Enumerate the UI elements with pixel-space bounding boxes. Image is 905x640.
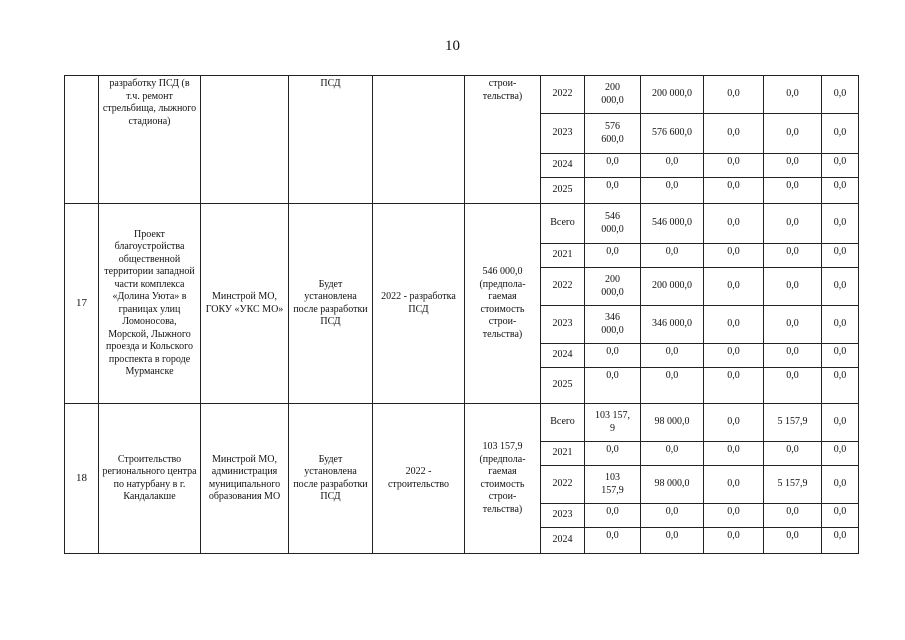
value-col4-text: 0,0: [833, 478, 847, 490]
year-cell-text: 2025: [552, 379, 573, 391]
estimate: [465, 76, 541, 204]
year-cell-text: 2024: [552, 159, 573, 171]
value-col1-text: 0,0: [665, 444, 679, 455]
value-col2: [704, 178, 764, 204]
value-col1-text: 200 000,0: [652, 88, 692, 100]
value-col4: [822, 204, 859, 244]
year-cell: [541, 244, 585, 268]
year-cell-text: 2022: [552, 88, 573, 100]
value-col3-text: 0,0: [786, 318, 799, 330]
total-value-text: 0,0: [606, 156, 619, 167]
value-col4: [822, 114, 859, 154]
value-col1-text: 98 000,0: [654, 416, 690, 428]
value-col3-text: 0,0: [786, 444, 799, 455]
row-number: [65, 204, 99, 404]
object-name-text: Строительство регионального центра по натурбану в г. Кандалакше: [102, 453, 197, 502]
value-col1: [641, 466, 704, 504]
value-col2: [704, 504, 764, 528]
value-col4: [822, 404, 859, 442]
total-value-text: 200 000,0: [601, 274, 624, 298]
value-col4-text: 0,0: [833, 530, 847, 541]
value-col1: [641, 114, 704, 154]
total-value: [585, 114, 641, 154]
value-col1-text: 546 000,0: [652, 217, 692, 229]
year-cell: [541, 344, 585, 368]
value-col3: [764, 268, 822, 306]
stage: [373, 204, 465, 404]
value-col2: [704, 114, 764, 154]
stage: [373, 76, 465, 204]
value-col2-text: 0,0: [727, 127, 740, 139]
total-value: [585, 528, 641, 554]
value-col1-text: 0,0: [665, 246, 679, 257]
value-col3: [764, 76, 822, 114]
object-name-text: Проект благоустройства общественной территории западной части комплекса «Долина Уюта» в границах улиц Ломоносова, Морской, Лыжного проезда и Кольского проспекта в городе Мурманске: [104, 228, 195, 377]
value-col4-text: 0,0: [833, 88, 847, 100]
value-col2: [704, 204, 764, 244]
value-col1: [641, 442, 704, 466]
estimate-text: строи- тельства): [482, 78, 523, 102]
value-col3-text: 0,0: [786, 506, 799, 517]
table-row: [65, 76, 859, 114]
table-body: [65, 76, 859, 554]
value-col2-text: 0,0: [727, 217, 740, 229]
value-col4: [822, 244, 859, 268]
value-col4: [822, 306, 859, 344]
cost-note: [289, 404, 373, 554]
value-col3: [764, 442, 822, 466]
value-col4-text: 0,0: [833, 506, 847, 517]
object-name-text: разработку ПСД (в т.ч. ремонт стрельбища, лыжного стадиона): [102, 78, 197, 127]
total-value: [585, 368, 641, 404]
value-col2: [704, 466, 764, 504]
value-col3-text: 0,0: [786, 127, 799, 139]
value-col3-text: 0,0: [786, 530, 799, 541]
value-col1-text: 0,0: [665, 180, 679, 191]
value-col1: [641, 244, 704, 268]
responsible-org-text: Минстрой МО, ГОКУ «УКС МО»: [205, 291, 284, 315]
value-col4: [822, 344, 859, 368]
value-col2: [704, 404, 764, 442]
value-col3: [764, 504, 822, 528]
value-col1-text: 0,0: [665, 156, 679, 167]
value-col4-text: 0,0: [833, 444, 847, 455]
value-col2-text: 0,0: [727, 530, 740, 541]
year-cell: [541, 76, 585, 114]
total-value-text: 0,0: [606, 506, 619, 517]
total-value-text: 546 000,0: [601, 211, 624, 235]
value-col3-text: 0,0: [786, 180, 799, 191]
value-col4: [822, 442, 859, 466]
year-cell-text: Всего: [550, 416, 575, 428]
value-col1-text: 346 000,0: [652, 318, 692, 330]
value-col2-text: 0,0: [727, 416, 740, 428]
value-col1: [641, 306, 704, 344]
value-col4: [822, 76, 859, 114]
value-col2-text: 0,0: [727, 478, 740, 490]
value-col2-text: 0,0: [727, 156, 740, 167]
total-value: [585, 268, 641, 306]
value-col4-text: 0,0: [833, 416, 847, 428]
value-col1-text: 576 600,0: [652, 127, 692, 139]
value-col2: [704, 368, 764, 404]
value-col4-text: 0,0: [833, 180, 847, 191]
year-cell-text: 2022: [552, 280, 573, 292]
total-value: [585, 178, 641, 204]
value-col2: [704, 344, 764, 368]
value-col1: [641, 528, 704, 554]
cost-note-text: ПСД: [320, 78, 341, 89]
value-col2: [704, 76, 764, 114]
value-col3: [764, 404, 822, 442]
row-number-text: 18: [76, 471, 87, 484]
table-row: [65, 204, 859, 244]
value-col1: [641, 368, 704, 404]
value-col1: [641, 504, 704, 528]
value-col4: [822, 268, 859, 306]
value-col1-text: 98 000,0: [654, 478, 690, 490]
total-value: [585, 504, 641, 528]
year-cell: [541, 442, 585, 466]
object-name: [99, 76, 201, 204]
stage-text: 2022 - разработка ПСД: [381, 291, 456, 315]
year-cell-text: Всего: [550, 217, 575, 229]
value-col1-text: 0,0: [665, 506, 679, 517]
value-col3: [764, 528, 822, 554]
value-col4-text: 0,0: [833, 246, 847, 257]
year-cell: [541, 268, 585, 306]
value-col3-text: 0,0: [786, 280, 799, 292]
year-cell-text: 2023: [552, 127, 573, 139]
estimate: [465, 204, 541, 404]
value-col3-text: 5 157,9: [777, 478, 808, 490]
value-col2-text: 0,0: [727, 180, 740, 191]
value-col2-text: 0,0: [727, 246, 740, 257]
value-col2: [704, 306, 764, 344]
row-number: [65, 404, 99, 554]
cost-note: [289, 204, 373, 404]
value-col3: [764, 306, 822, 344]
year-cell-text: 2021: [552, 447, 573, 459]
total-value-text: 0,0: [606, 444, 619, 455]
total-value-text: 0,0: [606, 246, 619, 257]
cost-note-text: Будет установлена после разработки ПСД: [293, 453, 368, 502]
cost-note-text: Будет установлена после разработки ПСД: [293, 278, 368, 327]
year-cell: [541, 528, 585, 554]
total-value: [585, 442, 641, 466]
total-value-text: 200 000,0: [601, 82, 624, 106]
total-value-text: 576 600,0: [601, 121, 624, 145]
value-col1: [641, 154, 704, 178]
total-value-text: 103 157, 9: [595, 410, 630, 434]
value-col4: [822, 504, 859, 528]
year-cell-text: 2022: [552, 478, 573, 490]
value-col3-text: 0,0: [786, 370, 799, 381]
value-col2-text: 0,0: [727, 444, 740, 455]
year-cell: [541, 114, 585, 154]
value-col4-text: 0,0: [833, 127, 847, 139]
value-col3: [764, 154, 822, 178]
value-col3: [764, 244, 822, 268]
value-col2-text: 0,0: [727, 506, 740, 517]
value-col1-text: 200 000,0: [652, 280, 692, 292]
value-col2: [704, 442, 764, 466]
value-col3: [764, 344, 822, 368]
cost-note: [289, 76, 373, 204]
value-col4: [822, 154, 859, 178]
value-col4-text: 0,0: [833, 156, 847, 167]
year-cell-text: 2023: [552, 318, 573, 330]
value-col1: [641, 344, 704, 368]
total-value: [585, 466, 641, 504]
object-name: [99, 204, 201, 404]
value-col1-text: 0,0: [665, 530, 679, 541]
value-col4-text: 0,0: [833, 346, 847, 357]
year-cell: [541, 368, 585, 404]
object-name: [99, 404, 201, 554]
total-value-text: 0,0: [606, 346, 619, 357]
total-value-text: 0,0: [606, 530, 619, 541]
value-col2: [704, 154, 764, 178]
value-col4: [822, 466, 859, 504]
investment-table: [64, 75, 859, 554]
value-col4: [822, 528, 859, 554]
total-value: [585, 204, 641, 244]
value-col3-text: 0,0: [786, 88, 799, 100]
value-col3: [764, 204, 822, 244]
value-col4-text: 0,0: [833, 280, 847, 292]
value-col1: [641, 178, 704, 204]
year-cell: [541, 204, 585, 244]
value-col2-text: 0,0: [727, 318, 740, 330]
estimate-text: 546 000,0 (предпола- гаемая стоимость строи- тельства): [479, 266, 526, 340]
value-col3-text: 0,0: [786, 346, 799, 357]
value-col1: [641, 204, 704, 244]
row-number: [65, 76, 99, 204]
stage-text: 2022 - строительство: [387, 466, 450, 490]
responsible-org-text: Минстрой МО, администрация муниципального образования МО: [208, 453, 281, 502]
total-value-text: 103 157,9: [601, 472, 624, 496]
value-col4-text: 0,0: [833, 318, 847, 330]
page-number: 10: [445, 38, 460, 54]
value-col3: [764, 114, 822, 154]
value-col4: [822, 368, 859, 404]
value-col4: [822, 178, 859, 204]
value-col3-text: 0,0: [786, 246, 799, 257]
responsible-org: [201, 204, 289, 404]
value-col2-text: 0,0: [727, 346, 740, 357]
value-col3-text: 0,0: [786, 217, 799, 229]
value-col1: [641, 268, 704, 306]
value-col4-text: 0,0: [833, 217, 847, 229]
year-cell-text: 2025: [552, 184, 573, 196]
value-col3: [764, 368, 822, 404]
value-col2-text: 0,0: [727, 88, 740, 100]
year-cell-text: 2024: [552, 534, 573, 546]
year-cell-text: 2024: [552, 349, 573, 361]
year-cell: [541, 306, 585, 344]
table-row: [65, 404, 859, 442]
value-col3-text: 5 157,9: [777, 416, 808, 428]
year-cell-text: 2023: [552, 509, 573, 521]
year-cell: [541, 504, 585, 528]
total-value: [585, 154, 641, 178]
total-value-text: 346 000,0: [601, 312, 624, 336]
responsible-org: [201, 404, 289, 554]
value-col1-text: 0,0: [665, 346, 679, 357]
year-cell: [541, 154, 585, 178]
total-value: [585, 404, 641, 442]
row-number-text: 17: [76, 296, 87, 309]
value-col2-text: 0,0: [727, 280, 740, 292]
value-col3: [764, 178, 822, 204]
value-col3-text: 0,0: [786, 156, 799, 167]
value-col3: [764, 466, 822, 504]
year-cell-text: 2021: [552, 249, 573, 261]
value-col2: [704, 528, 764, 554]
year-cell: [541, 466, 585, 504]
stage: [373, 404, 465, 554]
total-value: [585, 76, 641, 114]
value-col2-text: 0,0: [727, 370, 740, 381]
total-value-text: 0,0: [606, 180, 619, 191]
total-value: [585, 306, 641, 344]
total-value-text: 0,0: [606, 370, 619, 381]
total-value: [585, 344, 641, 368]
total-value: [585, 244, 641, 268]
value-col1-text: 0,0: [665, 370, 679, 381]
year-cell: [541, 404, 585, 442]
value-col2: [704, 268, 764, 306]
estimate: [465, 404, 541, 554]
responsible-org: [201, 76, 289, 204]
year-cell: [541, 178, 585, 204]
value-col4-text: 0,0: [833, 370, 847, 381]
value-col1: [641, 404, 704, 442]
value-col2: [704, 244, 764, 268]
value-col1: [641, 76, 704, 114]
estimate-text: 103 157,9 (предпола- гаемая стоимость строи- тельства): [479, 441, 526, 515]
